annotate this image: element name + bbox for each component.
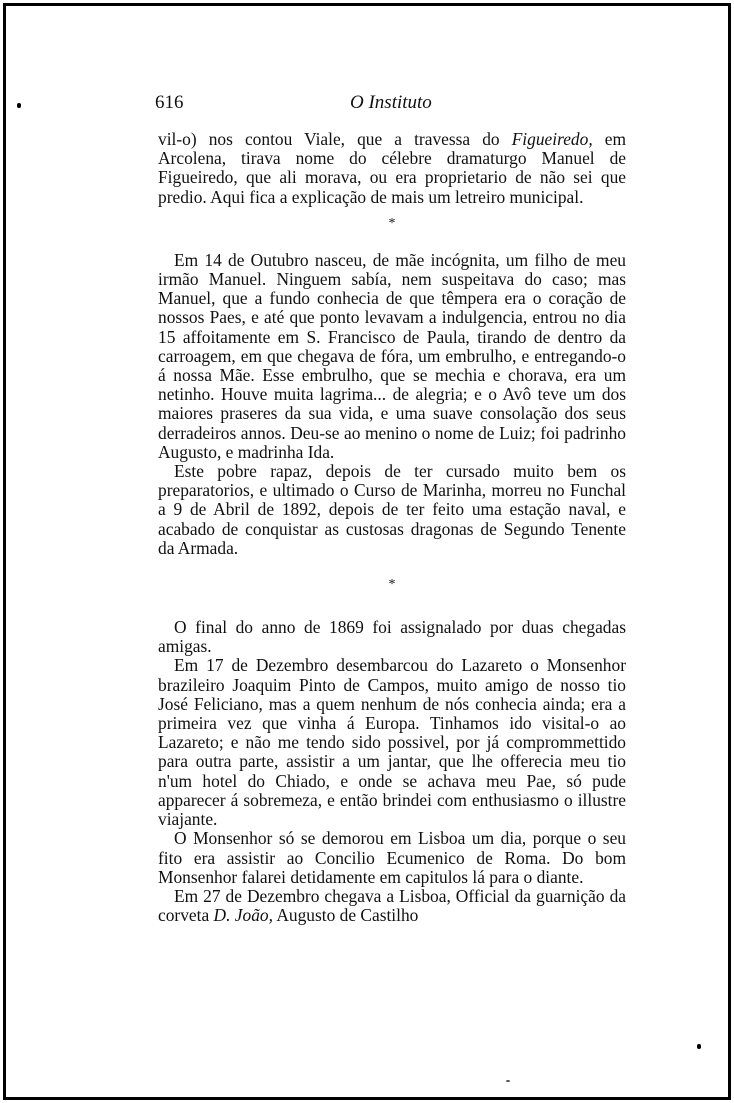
italic-text: Figueiredo, (511, 129, 593, 149)
section-ornament: * (388, 577, 396, 593)
page-header (155, 92, 625, 116)
paragraph (158, 887, 626, 925)
paragraph: O final do anno de 1869 foi assignalado por duas chegadas amigas. (158, 617, 626, 657)
page-number: 616 (155, 92, 184, 113)
paragraph-text: vil-o) nos contou Viale, que a travessa do (158, 129, 512, 149)
paragraph: Este pobre rapaz, depois de ter cursado muito bem os preparatorios, e ultimado o Curso de Marinha, morreu no Funchal a 9 de Abril de 1892, depois de ter feito uma estação naval, e acabado de conquistar as custosas dragonas de Segundo Tenente da Armada. (158, 461, 626, 558)
section-ornament: * (388, 215, 396, 231)
running-title: O Instituto (350, 92, 432, 113)
body-text (158, 130, 626, 925)
paragraph: Em 14 de Outubro nasceu, de mãe incógnita, um filho de meu irmão Manuel. Ninguem sabía, nem suspeitava do caso; mas Manuel, que a fundo conhecia de que têmpera era o coração de nossos Paes, e até que ponto levavam a indulgencia, entrou no dia 15 affoitamente em S. Francisco de Paula, tirando de dentro da carroagem, em que chegava de fóra, um embrulho, e entregando-o á nossa Mãe. Esse embrulho, que se mechia e chorava, era um netinho. Houve muita lagrima... de alegria; e o Avô teve um dos maiores praseres da sua vida, e uma suave consolação dos seus derradeiros annos. Deu-se ao menino o nome de Luiz; foi padrinho Augusto, e madrinha Ida. (158, 249, 626, 462)
paragraph-text: Augusto de Castilho (272, 905, 419, 926)
paragraph (158, 130, 626, 207)
paragraph: Em 17 de Dezembro desembarcou do Lazareto o Monsenhor brazileiro Joaquim Pinto de Campos, muito amigo de nosso tio José Feliciano, mas a quem nenhum de nós conhecia ainda; era a primeira vez que vinha á Europa. Tinhamos ido visital-o ao Lazareto; e não me tendo sido possivel, por já comprommettido para outra parte, assistir a um jantar, que lhe offerecia meu tio n'um hotel do Chiado, e onde se achava meu Pae, só pude apparecer á sobremeza, e então brindei com enthusiasmo o illustre viajante. (158, 655, 626, 830)
paragraph-text: em Arcolena, tirava nome do célebre dramaturgo Manuel de Figueiredo, que ali morava, ou era proprietario de não sei que predio. Aqui fica a explicação de mais um letreiro municipal. (158, 129, 627, 207)
print-speck (506, 1080, 510, 1082)
paragraph: O Monsenhor só se demorou em Lisboa um dia, porque o seu fito era assistir ao Concilio Ecumenico de Roma. Do bom Monsenhor falarei detidamente em capitulos lá para o diante. (158, 828, 626, 887)
margin-dot (697, 1044, 701, 1049)
italic-text: D. João, (213, 905, 273, 926)
paragraph-text: Em 27 de Dezembro chegava a Lisboa, Official da guarnição da corveta (158, 885, 626, 926)
margin-dot (17, 103, 21, 108)
